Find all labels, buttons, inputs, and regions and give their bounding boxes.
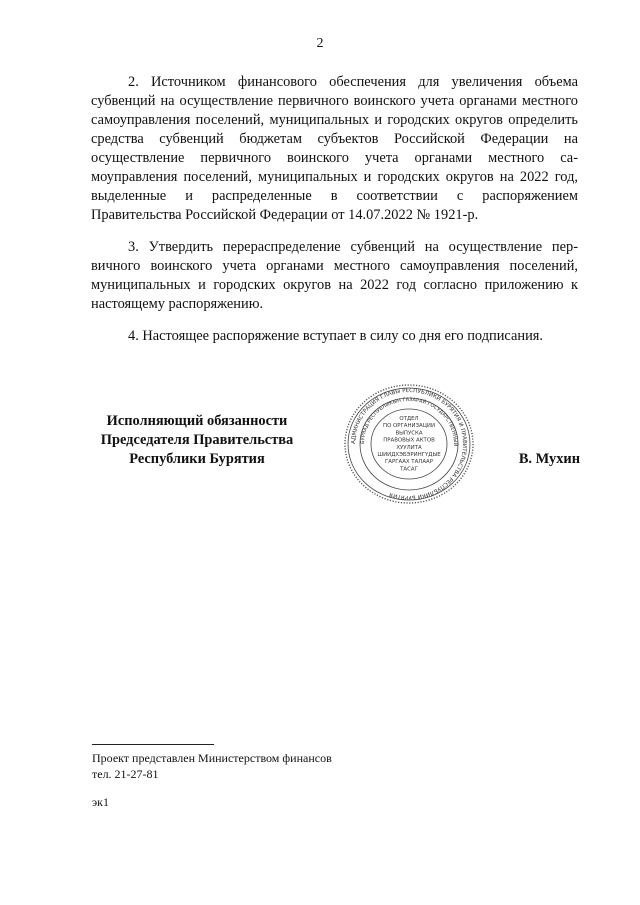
seal-inner-ring-text: БУРЯАД РЕСПУБЛИКЫН ГАЗАРАЙ ГОСУДАРСТВЕННЫЙ [359, 396, 459, 447]
paragraph-2: 2. Источником финансового обеспечения для увеличения объема субвенций на осуществление первичного воинского учета органами местного самоуправления поселений, муниципальных и городских округов определить средства субвенций бюджетам субъектов Российской Федерации на осуществление первичного воинского учета органами местного самоуправления поселений, муниципальных и городских округов на 2022 год, выделенные и распределенные в соответствии с распоряжением Правительства Российской Федерации от 14.07.2022 № 1921-р. [91, 74, 578, 223]
paragraph-4: 4. Настоящее распоряжение вступает в силу со дня его подписания. [128, 328, 543, 344]
page-number: 2 [316, 36, 324, 51]
signer-name: В. Мухин [518, 451, 580, 467]
seal-center-text [377, 416, 441, 472]
official-seal-stamp [343, 383, 475, 505]
seal-outer-ring-text: АДМИНИСТРАЦИЯ ГЛАВЫ РЕСПУБЛИКИ БУРЯТИЯ И ПРАВИТЕЛЬСТВА РЕСПУБЛИКИ БУРЯТИЯ [350, 387, 468, 501]
paragraph-3: 3. Утвердить перераспределение субвенций на осуществление первичного воинского учета органами местного самоуправления поселений, муниципальных и городских округов на 2022 год согласно приложению к настоящему распоряжению. [91, 239, 578, 312]
footnote [92, 750, 332, 782]
seal-center-line: ГАРГААХ ТАЛААР [385, 459, 433, 466]
seal-center-line: ПО ОРГАНИЗАЦИИ [383, 423, 435, 430]
signer-title [92, 412, 302, 469]
seal-center-line: ШИИДХЭБЭРИНГҮДЫЕ [377, 452, 441, 458]
footnote-line-1: Проект представлен Министерством финансов [92, 751, 332, 765]
seal-center-line: ВЫПУСКА [395, 430, 423, 437]
seal-center-line: ОТДЕЛ [399, 416, 419, 422]
seal-center-line: ХУУЛИТА [396, 444, 422, 451]
footnote-line-2: тел. 21-27-81 [92, 767, 159, 781]
signer-title-line-2: Председателя Правительства [100, 432, 294, 448]
seal-center-line: ПРАВОВЫХ АКТОВ [383, 437, 435, 444]
sheet-code: эк1 [92, 795, 109, 809]
signer-title-line-3: Республики Бурятия [129, 451, 265, 467]
seal-center-line: ТАСАГ [400, 466, 418, 473]
signer-title-line-1: Исполняющий обязанности [106, 413, 288, 429]
footnote-divider [92, 744, 214, 745]
